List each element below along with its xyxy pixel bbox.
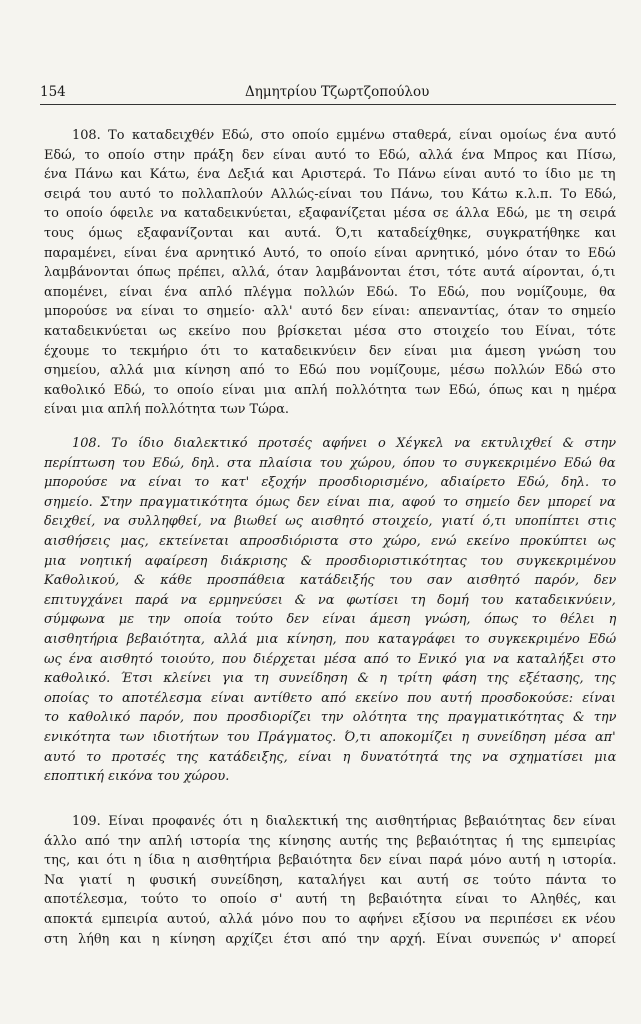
text-line: οποίας το αποτέλεσμα είναι αντίθετο από εκείνο που αυτή προσδοκούσε: είναι (44, 690, 616, 706)
text-line: Να γιατί η φυσική συνείδηση, καταλήγει και αυτή σε τούτο πάντα το (44, 872, 617, 888)
text-line: αποτέλεσμα, τούτο το οποίο σ' αυτή τη βεβαιότητα είναι το Αληθές, και (44, 892, 617, 908)
text-line: 108. Το ίδιο διαλεκτικό προτσές αφήνει ο Χέγκελ να εκτυλιχθεί & στην (72, 436, 617, 451)
text-line: καταδεικνύεται ως εκείνο που βρίσκεται μέσα στο στοιχείο του Είναι, τότε (44, 323, 616, 339)
text-line: 108. Το καταδειχθέν Εδώ, στο οποίο εμμένω σταθερά, είναι ομοίως ένα αυτό (72, 128, 617, 143)
text-line: το οποίο όφειλε να καταδεικνύεται, εξαφανίζεται μέσα σε άλλα Εδώ, με τη σειρά (44, 206, 617, 222)
text-line: σειρά του αυτό το πολλαπλούν Αλλώς-είναι του Πάνω, του Κάτω κ.λ.π. Το Εδώ, (44, 186, 617, 202)
running-title: Δημητρίου Τζωρτζοπούλου (245, 84, 430, 100)
text-line: άλλο από την απλή ιστορία της κίνησης αυτής της βεβαιότητας ή της εμπειρίας (44, 833, 616, 849)
text-line: αποκτά εμπειρία αυτού, αλλά μόνο που το αφήνει εξίσου να περιπέσει εκ νέου (44, 911, 616, 927)
text-line: σημείο. Στην πραγματικότητα όμως δεν είναι πια, αφού το σημείο δεν μπορεί να (44, 494, 616, 510)
text-line: αισθήσεις μας, εκτείνεται απροσδιόριστα στο χώρο, ενώ εκείνο προκύπτει ως (44, 533, 616, 549)
text-line: 109. Είναι προφανές ότι η διαλεκτική της αισθητήριας βεβαιότητας δεν είναι (72, 814, 617, 829)
text-line: μπορούσε να είναι το σημείο· αλλ' αυτό δεν είναι: απεναντίας, όταν το σημείο (44, 304, 616, 320)
text-line: ενικότητα των ιδιοτήτων του Πράγματος. Ό,τι αποκομίζει η συνείδηση μέσα απ' (44, 729, 616, 745)
text-line: Εδώ, το οποίο στην πράξη δεν είναι αυτό το Εδώ, αλλά ένα Μπρος και Πίσω, (44, 147, 617, 163)
text-line: περίπτωση του Εδώ, δηλ. στα πλαίσια του χώρου, όπου το συγκεκριμένο Εδώ θα (44, 455, 616, 471)
text-line: παραμένει, είναι ένα αρνητικό Αυτό, το οποίο είναι αρνητικό, μόνο όταν το Εδώ (44, 245, 616, 261)
text-line: το καθολικό παρόν, που προσδιορίζει την ολότητα της πραγματικότητας & την (44, 710, 617, 726)
text-line: της, και ότι η ίδια η αισθητήρια βεβαιότητα δεν είναι παρά μόνο αυτή η ιστορία. (44, 853, 617, 869)
text-line: απομένει, είναι ένα απλό πλέγμα πολλών Εδώ. Το Εδώ, που νομίζουμε, θα (44, 284, 616, 300)
text-line: ως ένα αισθητό τοιούτο, που διέρχεται μέσα από το Ενικό για να καταλήξει στο (44, 651, 616, 667)
text-line: επιτυγχάνει παρά να ερμηνεύσει & να φωτίσει τη δομή του καταδεικνύειν, (44, 592, 616, 608)
text-line: δειχθεί, να συλληφθεί, να βιωθεί ως αισθητό στοιχείο, γιατί ό,τι υποπίπτει στις (44, 514, 616, 530)
header-rule (40, 104, 616, 105)
page-number: 154 (40, 84, 66, 100)
text-line: έχουμε το τεκμήριο ότι το καταδεικνύειν δεν είναι μια άμεση γνώση του (44, 343, 617, 359)
text-line: Καθολικού, & κάθε προσπάθεια κατάδειξής του σαν αισθητό παρόν, δεν (44, 573, 617, 589)
text-line: σύμφωνα με την οποία τούτο δεν είναι άμεση γνώση, όπως το θέλει η (44, 612, 617, 628)
text-line: αισθητήρια βεβαιότητα, αλλά μια κίνηση, που καταγράφει το συγκεκριμένο Εδώ (44, 631, 617, 647)
text-line: εποπτική εικόνα του χώρου. (44, 769, 230, 785)
text-line: λαμβάνονται όπως πρέπει, αλλά, όταν λαμβάνονται έτσι, τότε αυτά αίρονται, ό,τι (44, 265, 616, 281)
text-line: μια νοητική αφαίρεση διάκρισης & προσδιοριστικότητας του συγκεκριμένου (44, 553, 617, 569)
text-line: καθολικό. Έτσι κλείνει για τη συνείδηση & η τρίτη φάση της εξέτασης, της (44, 671, 616, 687)
text-line: αυτό το προτσές της κατάδειξης, είναι η δυνατότητά της να σχηματίσει μια (44, 749, 617, 765)
text-line: σημείου, αλλά μια κίνηση από το Εδώ που νομίζουμε, μέσω πολλών Εδώ στο (44, 363, 616, 379)
paragraph-108 (44, 126, 616, 420)
text-line: καθολικό Εδώ, το οποίο είναι μια απλή πολλότητα των Εδώ, όπως και η ημέρα (44, 382, 617, 398)
text-line: τους όμως εξαφανίζονται και αυτά. Ό,τι καταδείχθηκε, συγκρατήθηκε και (44, 225, 617, 241)
text-line: στη λήθη και η κίνηση αρχίζει έτσι από την αρχή. Είναι συνεπώς ν' απορεί (44, 931, 617, 947)
text-line: μπορούσε να είναι το κατ' εξοχήν προσδιορισμένο, αδιαίρετο Εδώ, δηλ. το (44, 475, 617, 491)
paragraph-109 (44, 812, 616, 949)
paragraph-108-commentary (44, 434, 616, 787)
text-line: είναι μια απλή πολλότητα των Τώρα. (44, 402, 290, 418)
text-line: ένα Πάνω και Κάτω, ένα Δεξιά και Αριστερά. Το Πάνω είναι αυτό το ίδιο με τη (44, 167, 616, 183)
